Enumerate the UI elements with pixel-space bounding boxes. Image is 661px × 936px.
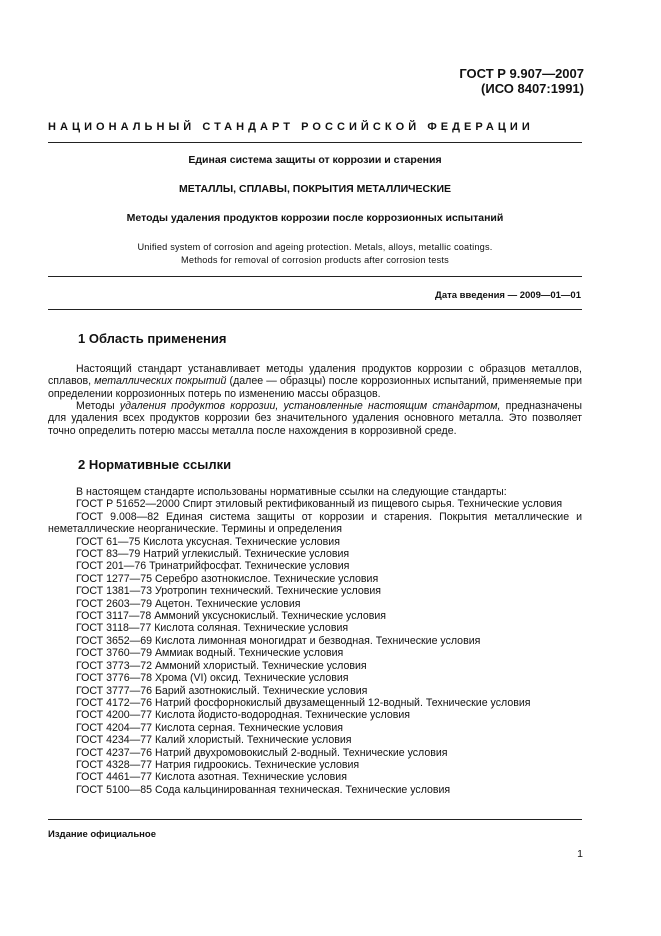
text-run: Настоящий стандарт устанавливает методы удаления продуктов коррозии с образцов металлов, сплавов, xyxy=(48,363,582,388)
text-run: (далее — образцы) после коррозионных испытаний, применяемые при определении коррозионных потерь по изменению массы образцов. xyxy=(48,375,583,400)
section-1-paragraph-2 xyxy=(48,400,582,437)
introduction-date: Дата введения — 2009—01—01 xyxy=(435,290,581,301)
standard-number: ГОСТ Р 9.907—2007 xyxy=(459,66,584,81)
standard-code xyxy=(459,66,584,96)
reference-item: ГОСТ Р 51652—2000 Спирт этиловый ректификованный из пищевого сырья. Технические условия xyxy=(76,498,563,511)
reference-item: ГОСТ 4204—77 Кислота серная. Технические условия xyxy=(76,721,343,734)
reference-item: ГОСТ 3776—78 Хрома (VI) оксид. Технические условия xyxy=(76,672,349,685)
national-standard-banner: НАЦИОНАЛЬНЫЙ СТАНДАРТ РОССИЙСКОЙ ФЕДЕРАЦИИ xyxy=(48,121,534,133)
reference-item: ГОСТ 201—76 Тринатрийфосфат. Технические условия xyxy=(76,560,350,573)
iso-reference: (ИСО 8407:1991) xyxy=(481,81,584,96)
references-intro: В настоящем стандарте использованы нормативные ссылки на следующие стандарты: xyxy=(76,486,507,498)
english-title xyxy=(48,241,582,267)
reference-item: ГОСТ 3118—77 Кислота соляная. Технические условия xyxy=(76,622,349,635)
section-1-heading: 1 Область применения xyxy=(78,331,227,346)
reference-item: ГОСТ 1277—75 Серебро азотнокислое. Технические условия xyxy=(76,572,379,585)
text-run: предназначены для удаления всех продуктов коррозии без значительного удаления основного металла. Это позволяет точно определить потерю массы металла после нахождения в коррозивной среде. xyxy=(48,400,582,437)
reference-item: ГОСТ 1381—73 Уротропин технический. Технические условия xyxy=(76,585,382,598)
reference-item: ГОСТ 4234—77 Калий хлористый. Технические условия xyxy=(76,734,352,747)
section-1-paragraph-1 xyxy=(48,363,582,400)
reference-item: ГОСТ 4461—77 Кислота азотная. Технические условия xyxy=(76,771,347,784)
text-run: Методы xyxy=(76,400,120,412)
document-subtitle: Методы удаления продуктов коррозии после коррозионных испытаний xyxy=(126,212,504,224)
reference-item: ГОСТ 4172—76 Натрий фосфорнокислый двузамещенный 12-водный. Технические условия xyxy=(76,696,531,709)
official-edition-note: Издание официальное xyxy=(48,829,156,840)
reference-item: ГОСТ 5100—85 Сода кальцинированная техническая. Технические условия xyxy=(76,783,451,796)
reference-item: ГОСТ 2603—79 Ацетон. Технические условия xyxy=(76,597,301,610)
reference-item: ГОСТ 9.008—82 Единая система защиты от коррозии и старения. Покрытия металлические и неметаллические неорганические. Термины и определения xyxy=(48,510,582,536)
reference-item: ГОСТ 3652—69 Кислота лимонная моногидрат и безводная. Технические условия xyxy=(76,634,481,647)
section-2-heading: 2 Нормативные ссылки xyxy=(78,457,232,472)
reference-item: ГОСТ 3760—79 Аммиак водный. Технические условия xyxy=(76,647,344,660)
reference-item: ГОСТ 3777—76 Барий азотнокислый. Технические условия xyxy=(76,684,368,697)
italic-run: удаления продуктов коррозии, установленные настоящим стандартом, xyxy=(119,400,501,412)
reference-item: ГОСТ 3117—78 Аммоний уксуснокислый. Технические условия xyxy=(76,610,387,623)
reference-item: ГОСТ 4200—77 Кислота йодисто-водородная. Технические условия xyxy=(76,709,411,722)
reference-item: ГОСТ 4237—76 Натрий двухромовокислый 2-водный. Технические условия xyxy=(76,746,448,759)
header-divider xyxy=(48,142,582,143)
date-divider xyxy=(48,309,582,310)
reference-item: ГОСТ 4328—77 Натрия гидроокись. Технические условия xyxy=(76,758,360,771)
reference-item: ГОСТ 3773—72 Аммоний хлористый. Технические условия xyxy=(76,659,367,672)
reference-item: ГОСТ 83—79 Натрий углекислый. Технические условия xyxy=(76,548,350,561)
english-title-line-1: Unified system of corrosion and ageing protection. Metals, alloys, metallic coatings. xyxy=(137,242,493,252)
normative-references-list xyxy=(48,486,582,796)
footer-divider xyxy=(48,819,582,820)
page-number: 1 xyxy=(577,848,583,860)
system-title: Единая система защиты от коррозии и старения xyxy=(188,154,442,166)
english-title-line-2: Methods for removal of corrosion products after corrosion tests xyxy=(181,255,449,265)
document-title: МЕТАЛЛЫ, СПЛАВЫ, ПОКРЫТИЯ МЕТАЛЛИЧЕСКИЕ xyxy=(178,183,452,195)
reference-item: ГОСТ 61—75 Кислота уксусная. Технические условия xyxy=(76,535,340,548)
italic-run: металлических покрытий xyxy=(94,375,227,388)
title-divider xyxy=(48,276,582,277)
